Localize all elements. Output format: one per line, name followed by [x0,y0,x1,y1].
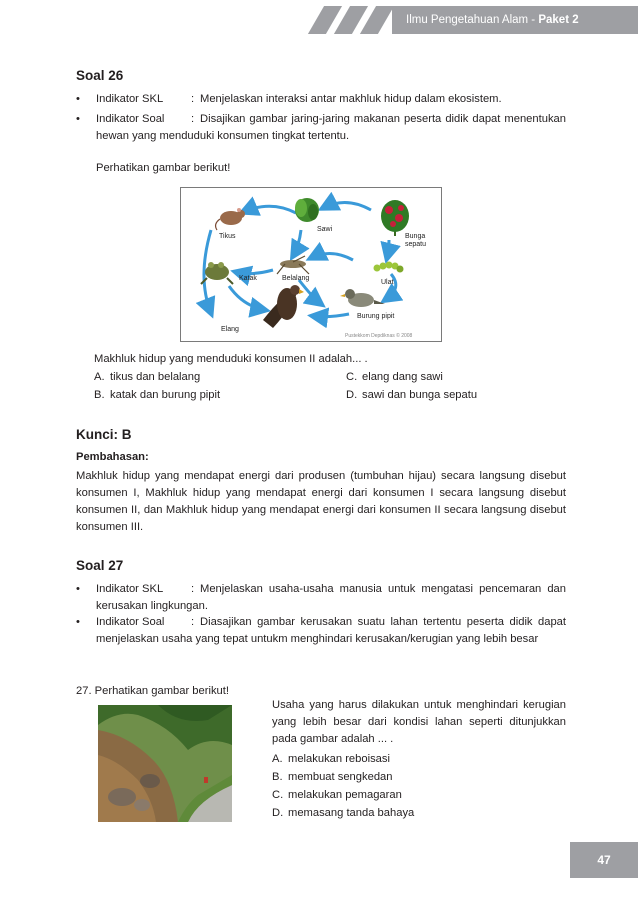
arrow-pipit-elang [313,314,349,317]
indicator-text: Menjelaskan usaha-usaha manusia untuk mengatasi pencemaran dan kerusakan lingkungan. [96,583,566,612]
arrow-bunga-sawi [323,202,371,210]
colon: : [191,93,195,105]
label-elang: Elang [221,326,239,333]
option-letter: B. [272,771,283,783]
arrow-belalang-katak [236,270,273,274]
option-letter: A. [272,753,283,765]
soal-27-option-a [272,751,390,768]
soal-26-question: Makhluk hidup yang menduduki konsumen II adalah... . [94,353,368,365]
landslide-photo-svg [98,705,232,822]
diagram-credit: Pustekkom Depdiknas © 2008 [345,333,413,339]
option-letter: D. [272,807,284,819]
soal-27-skl-indicator [76,581,566,615]
soal-27-option-d [272,805,414,822]
arrow-sawi-belalang [293,230,301,256]
mouse-icon [216,208,245,230]
soal-27-option-b [272,769,392,786]
bullet: • [76,616,80,628]
option-text: membuat sengkedan [288,771,393,783]
arrow-katak-elang [229,286,265,310]
soal-27-instruction: 27. Perhatikan gambar berikut! [76,685,229,697]
arrow-ulat-belalang [311,253,353,260]
option-text: tikus dan belalang [110,371,201,383]
page-header [300,6,638,34]
label-ulat: Ulat [381,279,394,286]
indicator-label: Indikator Soal [96,113,165,125]
bullet: • [76,583,80,595]
soal-26-instruction: Perhatikan gambar berikut! [96,162,231,174]
colon: : [191,583,195,595]
header-package: Paket 2 [538,14,579,26]
arrow-sawi-tikus [243,206,296,213]
food-web-svg [181,188,440,340]
option-text: melakukan pemagaran [288,789,402,801]
arrow-bunga-ulat [387,240,389,258]
option-letter: D. [346,389,358,401]
soal-27-title: Soal 27 [76,558,124,573]
soal-26-option-c [346,369,443,386]
colon: : [191,113,195,125]
page-number: 47 [570,842,638,878]
soal-27-question: Usaha yang harus dilakukan untuk menghindari kerugian yang lebih besar dari kondisi lahan seperti ditunjukkan pada gambar adalah ... . [272,699,566,745]
grasshopper-icon [277,256,309,274]
food-web-diagram [180,187,442,342]
indicator-text: Diasajikan gambar kerusakan suatu lahan tertentu peserta didik dapat menjelaskan usaha yang tepat untukm menghindari kerusakan/kerugian yang lebih besar [96,616,566,645]
indicator-label: Indikator Soal [96,616,165,628]
hibiscus-icon [381,200,409,236]
option-text: melakukan reboisasi [288,753,390,765]
mustard-greens-icon [295,198,319,222]
soal-27-question-indicator [76,614,566,648]
header-title [392,6,638,34]
option-text: memasang tanda bahaya [288,807,415,819]
indicator-text: Disajikan gambar jaring-jaring makanan peserta didik dapat menentukan hewan yang menduduki konsumen tingkat tertentu. [96,113,566,142]
sparrow-icon [340,289,385,307]
colon: : [191,616,195,628]
label-sawi: Sawi [317,226,333,233]
landslide-photo [98,705,232,822]
option-text: elang dang sawi [362,371,443,383]
option-letter: A. [94,371,105,383]
eagle-icon [263,285,304,328]
soal-26-option-a [94,369,200,386]
label-bunga: Bunga [405,233,426,240]
caterpillar-icon [374,262,404,273]
discussion-text: Makhluk hidup yang mendapat energi dari produsen (tumbuhan hijau) secara langsung disebut konsumen I, Makhluk hidup yang mendapat energi dari konsumen I secara langsung disebut konsumen II, dan Makhluk hidup yang mendapat energi dari konsumen II secara langsung disebut konsumen III. [76,470,566,533]
soal-26-title: Soal 26 [76,68,124,83]
option-text: katak dan burung pipit [110,389,221,401]
option-letter: C. [272,789,284,801]
indicator-label: Indikator SKL [96,93,164,105]
soal-26-option-b [94,387,220,404]
answer-key: Kunci: B [76,427,132,442]
label-sepatu: sepatu [405,241,427,248]
bullet: • [76,93,80,105]
label-belalang: Belalang [282,275,310,282]
header-subject: Ilmu Pengetahuan Alam - [406,14,539,26]
option-letter: C. [346,371,358,383]
bullet: • [76,113,80,125]
soal-26-skl-indicator [76,91,566,108]
soal-27-option-c [272,787,402,804]
soal-26-option-d [346,387,477,404]
option-letter: B. [94,389,105,401]
soal-26-question-indicator [76,111,566,145]
label-tikus: Tikus [219,233,236,240]
label-katak: Katak [239,275,257,282]
indicator-text: Menjelaskan interaksi antar makhluk hidup dalam ekosistem. [200,93,502,105]
option-text: sawi dan bunga sepatu [362,389,478,401]
indicator-label: Indikator SKL [96,583,164,595]
discussion-label: Pembahasan: [76,451,149,463]
arrow-ulat-pipit [385,274,396,300]
label-burung-pipit: Burung pipit [357,313,395,320]
